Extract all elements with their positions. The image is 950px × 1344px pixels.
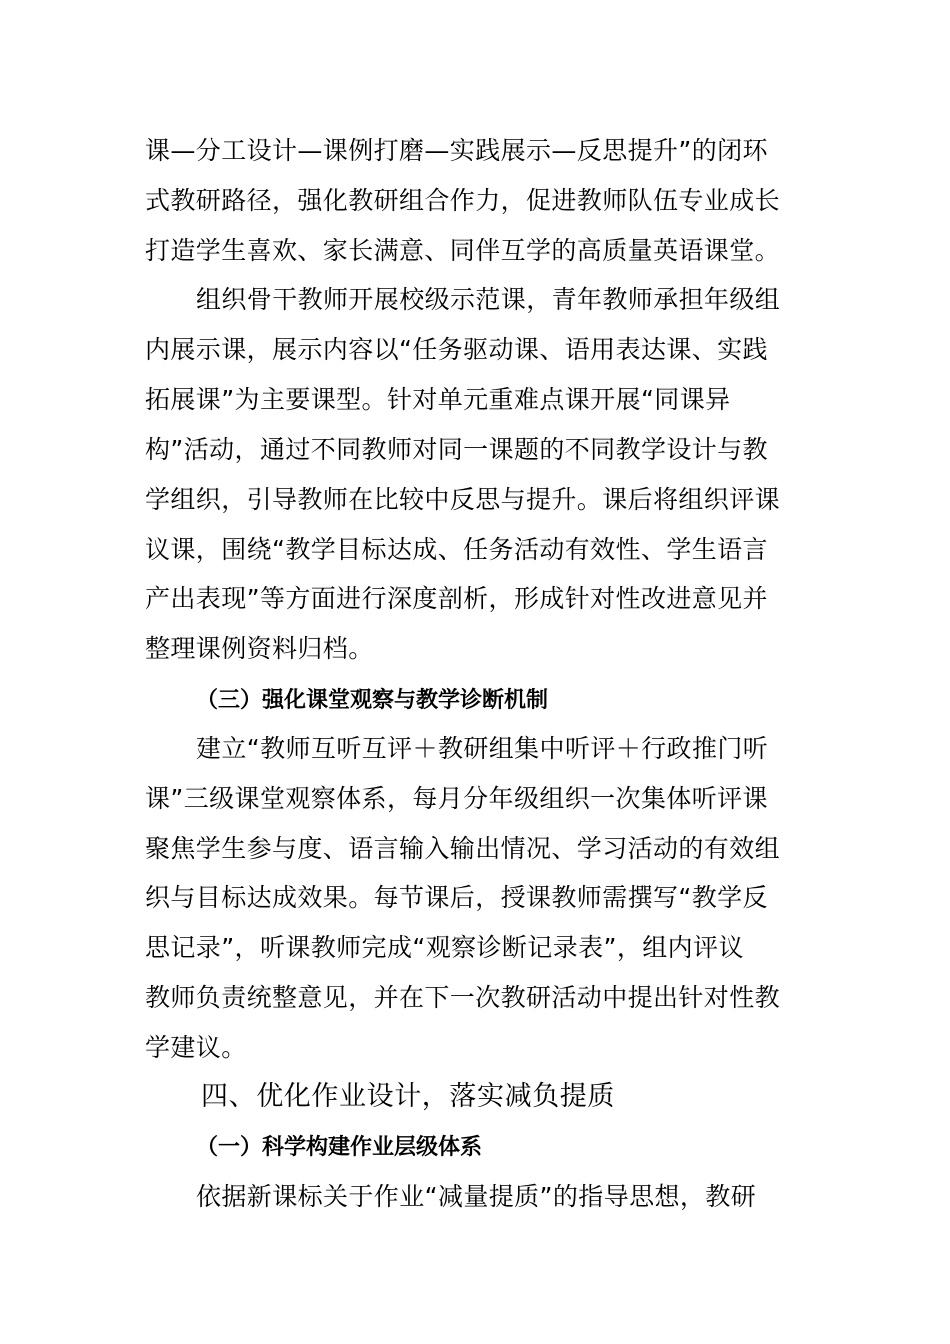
paragraph-line: 打造学生喜欢、家长满意、同伴互学的高质量英语课堂。 xyxy=(145,236,781,265)
paragraph-line: 拓展课”为主要课型。针对单元重难点课开展“同课异 xyxy=(145,385,731,414)
subheading: （三）强化课堂观察与教学诊断机制 xyxy=(196,688,549,713)
paragraph-line: 聚焦学生参与度、语言输入输出情况、学习活动的有效组 xyxy=(145,834,781,863)
paragraph-line: 构”活动，通过不同教师对同一课题的不同教学设计与教 xyxy=(145,435,768,464)
paragraph-line: 组织骨干教师开展校级示范课，青年教师承担年级组 xyxy=(196,285,781,314)
paragraph-line: 式教研路径，强化教研组合作力，促进教师队伍专业成长 xyxy=(145,186,781,215)
paragraph-line: 内展示课，展示内容以“任务驱动课、语用表达课、实践 xyxy=(145,335,768,364)
paragraph-line: 议课，围绕“教学目标达成、任务活动有效性、学生语言 xyxy=(145,535,768,564)
paragraph-line: 产出表现”等方面进行深度剖析，形成针对性改进意见并 xyxy=(145,584,768,613)
paragraph-line: 学组织，引导教师在比较中反思与提升。课后将组织评课 xyxy=(145,485,781,514)
paragraph-line: 建立“教师互听互评＋教研组集中听评＋行政推门听 xyxy=(196,734,769,763)
subheading: （一）科学构建作业层级体系 xyxy=(196,1135,483,1160)
paragraph-line: 织与目标达成效果。每节课后，授课教师需撰写“教学反 xyxy=(145,883,768,912)
paragraph-line: 课—分工设计—课例打磨—实践展示—反思提升”的闭环 xyxy=(145,136,768,165)
paragraph-line: 教师负责统整意见，并在下一次教研活动中提出针对性教 xyxy=(145,983,781,1012)
paragraph-line: 思记录”，听课教师完成“观察诊断记录表”，组内评议 xyxy=(145,933,744,962)
paragraph-line: 课”三级课堂观察体系，每月分年级组织一次集体听评课 xyxy=(145,784,768,813)
paragraph-line: 学建议。 xyxy=(145,1033,247,1062)
section-heading: 四、优化作业设计，落实减负提质 xyxy=(201,1081,615,1112)
paragraph-line: 整理课例资料归档。 xyxy=(145,634,374,663)
paragraph-line: 依据新课标关于作业“减量提质”的指导思想，教研 xyxy=(196,1182,757,1211)
